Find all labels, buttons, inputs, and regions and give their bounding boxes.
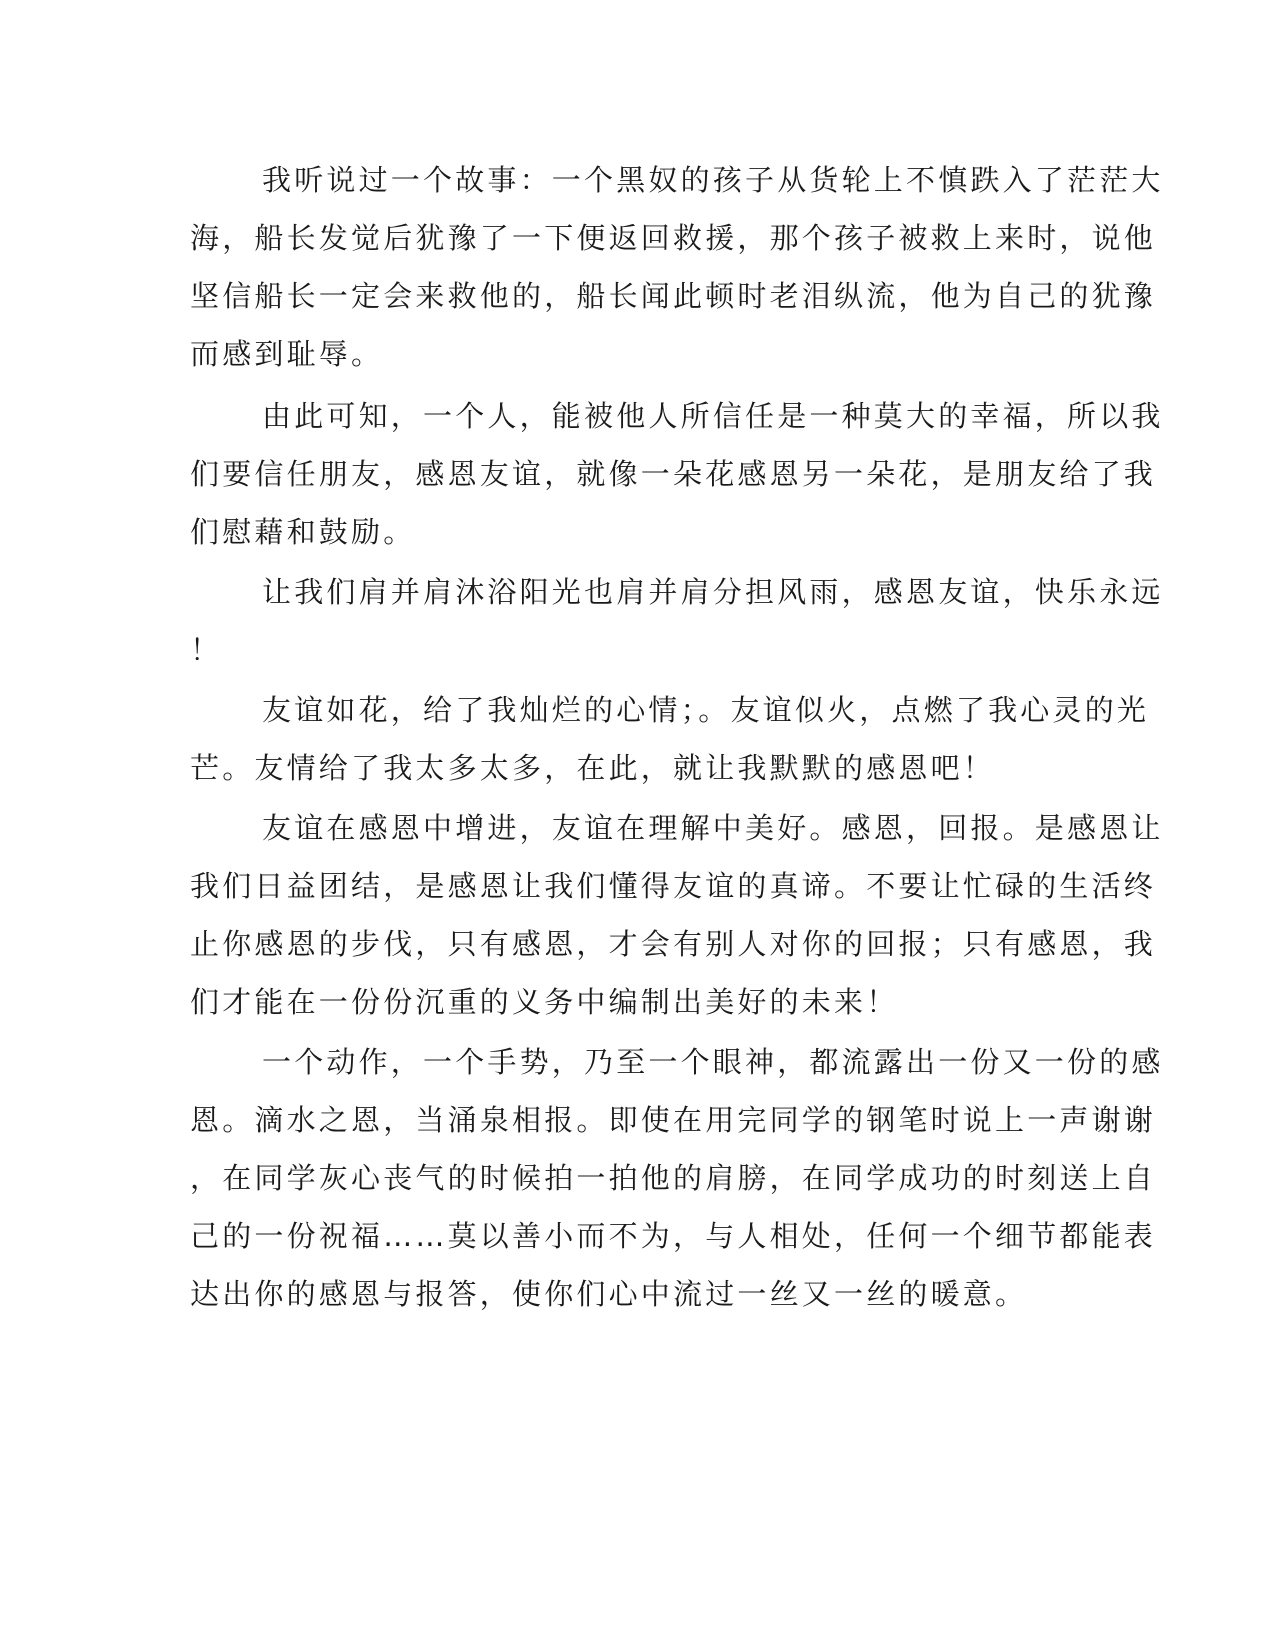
- text-line: 芒。友情给了我太多太多，在此，就让我默默的感恩吧！: [190, 751, 996, 785]
- text-line: 们慰藉和鼓励。: [190, 515, 416, 549]
- text-line: 一个动作，一个手势，乃至一个眼神，都流露出一份又一份的感: [262, 1045, 1164, 1079]
- text-line: 止你感恩的步伐，只有感恩，才会有别人对你的回报；只有感恩，我: [190, 927, 1157, 961]
- text-line: 友谊在感恩中增进，友谊在理解中美好。感恩，回报。是感恩让: [262, 811, 1164, 845]
- text-line: 而感到耻辱。: [190, 337, 384, 371]
- text-line: ，在同学灰心丧气的时候拍一拍他的肩膀，在同学成功的时刻送上自: [190, 1161, 1157, 1195]
- text-line: 恩。滴水之恩，当涌泉相报。即使在用完同学的钢笔时说上一声谢谢: [190, 1103, 1157, 1137]
- text-line: 们才能在一份份沉重的义务中编制出美好的未来！: [190, 985, 899, 1019]
- text-line: 我听说过一个故事：一个黑奴的孩子从货轮上不慎跌入了茫茫大: [262, 163, 1164, 197]
- text-line: 坚信船长一定会来救他的，船长闻此顿时老泪纵流，他为自己的犹豫: [190, 279, 1157, 313]
- text-line: 己的一份祝福……莫以善小而不为，与人相处，任何一个细节都能表: [190, 1219, 1157, 1253]
- text-line: 海，船长发觉后犹豫了一下便返回救援，那个孩子被救上来时，说他: [190, 221, 1157, 255]
- text-line: 们要信任朋友，感恩友谊，就像一朵花感恩另一朵花，是朋友给了我: [190, 457, 1157, 491]
- text-line: 我们日益团结，是感恩让我们懂得友谊的真谛。不要让忙碌的生活终: [190, 869, 1157, 903]
- text-line: 由此可知，一个人，能被他人所信任是一种莫大的幸福，所以我: [262, 399, 1164, 433]
- text-line: 让我们肩并肩沐浴阳光也肩并肩分担风雨，感恩友谊，快乐永远: [262, 575, 1164, 609]
- text-line: 友谊如花，给了我灿烂的心情；。友谊似火，点燃了我心灵的光: [262, 693, 1150, 727]
- text-line: ！: [190, 633, 223, 667]
- text-line: 达出你的感恩与报答，使你们心中流过一丝又一丝的暖意。: [190, 1277, 1028, 1311]
